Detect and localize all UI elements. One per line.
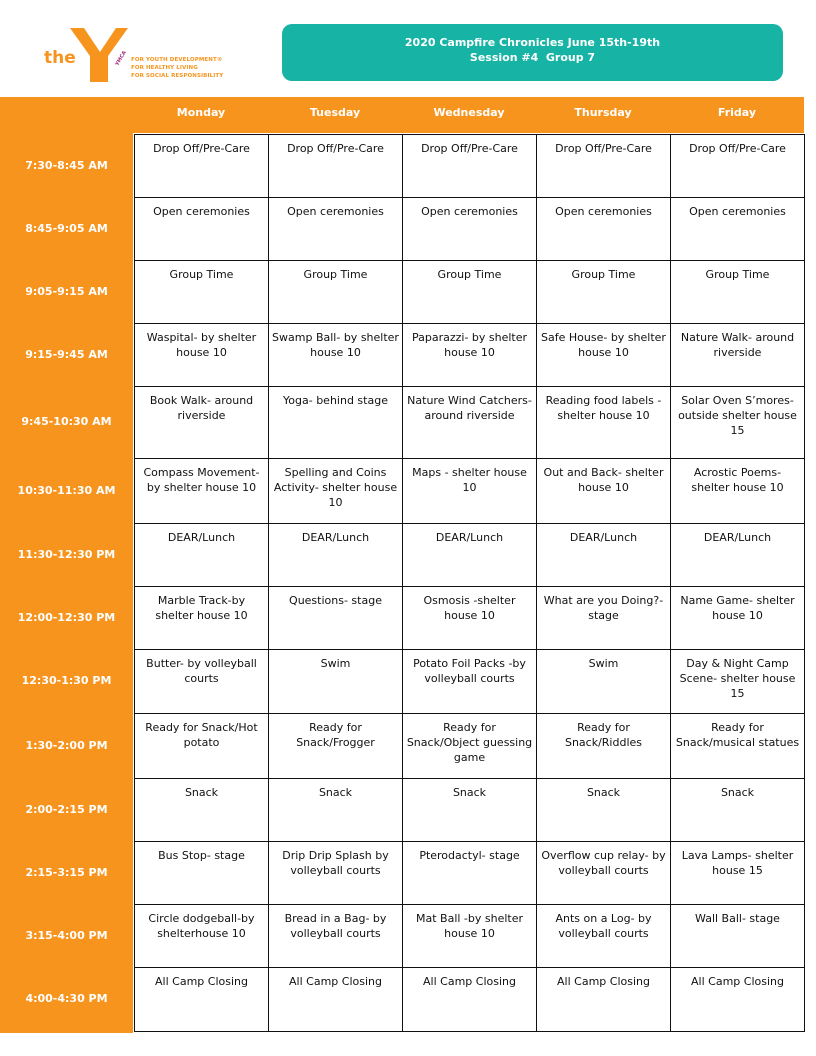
activity-cell: Book Walk- around riverside (134, 386, 269, 459)
activity-cell: Snack (268, 778, 403, 842)
activity-cell: Potato Foil Packs -by volleyball courts (402, 649, 537, 714)
time-label: 3:15-4:00 PM (25, 929, 108, 942)
activity-cell: Mat Ball -by shelter house 10 (402, 904, 537, 968)
activity-cell: DEAR/Lunch (670, 523, 805, 587)
activity-cell: Drop Off/Pre-Care (536, 134, 671, 198)
title-banner (282, 24, 783, 81)
activity-cell: Overflow cup relay- by volleyball courts (536, 841, 671, 905)
activity-cell: Open ceremonies (268, 197, 403, 261)
activity-cell: Ready for Snack/Object guessing game (402, 713, 537, 779)
time-label: 9:05-9:15 AM (25, 285, 108, 298)
activity-cell: Snack (134, 778, 269, 842)
time-label: 11:30-12:30 PM (17, 548, 116, 561)
day-header: Friday (717, 106, 757, 119)
time-label: 2:00-2:15 PM (25, 803, 108, 816)
activity-cell: DEAR/Lunch (536, 523, 671, 587)
activity-cell: Wall Ball- stage (670, 904, 805, 968)
activity-cell: Swim (536, 649, 671, 714)
day-header: Thursday (574, 106, 632, 119)
activity-cell: All Camp Closing (670, 967, 805, 1032)
activity-cell: Butter- by volleyball courts (134, 649, 269, 714)
activity-cell: Drop Off/Pre-Care (134, 134, 269, 198)
activity-cell: Yoga- behind stage (268, 386, 403, 459)
activity-cell: Pterodactyl- stage (402, 841, 537, 905)
activity-cell: Open ceremonies (536, 197, 671, 261)
activity-cell: Questions- stage (268, 586, 403, 650)
time-label: 9:45-10:30 AM (21, 415, 112, 428)
time-label: 2:15-3:15 PM (25, 866, 108, 879)
activity-cell: Ants on a Log- by volleyball courts (536, 904, 671, 968)
activity-cell: Drop Off/Pre-Care (268, 134, 403, 198)
activity-cell: All Camp Closing (536, 967, 671, 1032)
time-label: 8:45-9:05 AM (25, 222, 108, 235)
time-label: 10:30-11:30 AM (17, 484, 116, 497)
activity-cell: Ready for Snack/musical statues (670, 713, 805, 779)
activity-cell: Solar Oven S’mores- outside shelter house 15 (670, 386, 805, 459)
activity-cell: Open ceremonies (134, 197, 269, 261)
activity-cell: Open ceremonies (670, 197, 805, 261)
tagline-line: FOR SOCIAL RESPONSIBILITY (131, 73, 224, 79)
activity-cell: Acrostic Poems- shelter house 10 (670, 458, 805, 524)
activity-cell: Swamp Ball- by shelter house 10 (268, 323, 403, 387)
activity-cell: Paparazzi- by shelter house 10 (402, 323, 537, 387)
day-header: Wednesday (433, 106, 505, 119)
activity-cell: Snack (402, 778, 537, 842)
activity-cell: All Camp Closing (402, 967, 537, 1032)
activity-cell: Bus Stop- stage (134, 841, 269, 905)
activity-cell: DEAR/Lunch (402, 523, 537, 587)
activity-cell: Drip Drip Splash by volleyball courts (268, 841, 403, 905)
activity-cell: Ready for Snack/Riddles (536, 713, 671, 779)
tagline-line: FOR HEALTHY LIVING (131, 65, 198, 71)
activity-cell: Group Time (268, 260, 403, 324)
activity-cell: Group Time (670, 260, 805, 324)
activity-cell: Nature Walk- around riverside (670, 323, 805, 387)
tagline-line: FOR YOUTH DEVELOPMENT® (131, 57, 223, 63)
time-label: 7:30-8:45 AM (25, 159, 108, 172)
activity-cell: Out and Back- shelter house 10 (536, 458, 671, 524)
activity-cell: Osmosis -shelter house 10 (402, 586, 537, 650)
logo-wordmark: the (44, 48, 76, 68)
activity-cell: Snack (536, 778, 671, 842)
activity-cell: DEAR/Lunch (268, 523, 403, 587)
activity-cell: Group Time (402, 260, 537, 324)
activity-cell: Waspital- by shelter house 10 (134, 323, 269, 387)
activity-cell: Marble Track-by shelter house 10 (134, 586, 269, 650)
activity-cell: Reading food labels - shelter house 10 (536, 386, 671, 459)
activity-cell: All Camp Closing (268, 967, 403, 1032)
time-label: 9:15-9:45 AM (25, 348, 108, 361)
activity-cell: Ready for Snack/Hot potato (134, 713, 269, 779)
activity-cell: Spelling and Coins Activity- shelter house 10 (268, 458, 403, 524)
activity-cell: Open ceremonies (402, 197, 537, 261)
time-label: 1:30-2:00 PM (25, 739, 108, 752)
day-header: Monday (176, 106, 226, 119)
activity-cell: Bread in a Bag- by volleyball courts (268, 904, 403, 968)
activity-cell: Compass Movement- by shelter house 10 (134, 458, 269, 524)
activity-cell: Drop Off/Pre-Care (402, 134, 537, 198)
activity-cell: Day & Night Camp Scene- shelter house 15 (670, 649, 805, 714)
time-label: 12:30-1:30 PM (21, 674, 112, 687)
logo-tagline (131, 56, 223, 80)
time-label: 12:00-12:30 PM (17, 611, 116, 624)
activity-cell: Maps - shelter house 10 (402, 458, 537, 524)
logo-badge-text: YMCA (114, 50, 128, 67)
activity-cell: Swim (268, 649, 403, 714)
activity-cell: Nature Wind Catchers- around riverside (402, 386, 537, 459)
activity-cell: DEAR/Lunch (134, 523, 269, 587)
title-line-2: Session #4 Group 7 (469, 51, 596, 64)
activity-cell: Name Game- shelter house 10 (670, 586, 805, 650)
time-label: 4:00-4:30 PM (25, 992, 108, 1005)
activity-cell: Snack (670, 778, 805, 842)
activity-cell: Group Time (134, 260, 269, 324)
day-header: Tuesday (309, 106, 361, 119)
activity-cell: Group Time (536, 260, 671, 324)
ymca-logo (40, 26, 240, 88)
activity-cell: All Camp Closing (134, 967, 269, 1032)
activity-cell: What are you Doing?- stage (536, 586, 671, 650)
ymca-y-icon (70, 26, 130, 84)
activity-cell: Circle dodgeball-by shelterhouse 10 (134, 904, 269, 968)
activity-cell: Safe House- by shelter house 10 (536, 323, 671, 387)
activity-cell: Lava Lamps- shelter house 15 (670, 841, 805, 905)
title-line-1: 2020 Campfire Chronicles June 15th-19th (404, 36, 661, 49)
activity-cell: Ready for Snack/Frogger (268, 713, 403, 779)
activity-cell: Drop Off/Pre-Care (670, 134, 805, 198)
